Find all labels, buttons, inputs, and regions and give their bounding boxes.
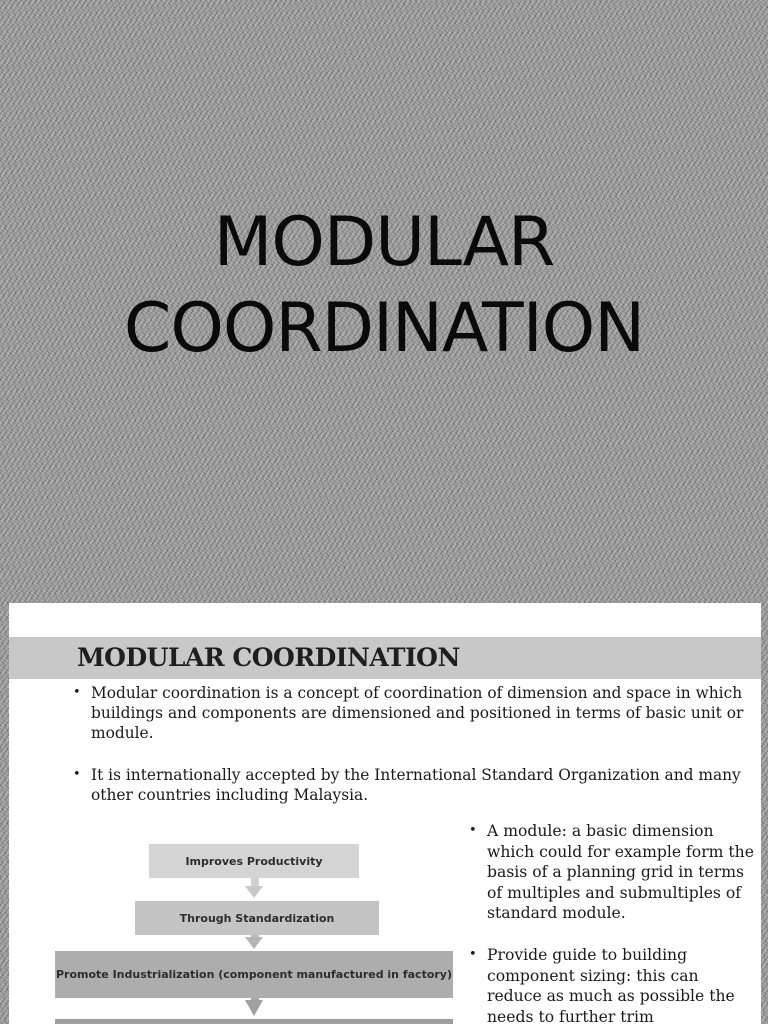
bullet-modular-definition <box>73 683 759 743</box>
bullet-module-definition <box>469 821 757 924</box>
bullet-dot: • <box>73 767 81 782</box>
flow-arrow-down-icon <box>245 937 263 949</box>
bullet-dot: • <box>73 685 81 700</box>
main-title-line2: COORDINATION <box>123 289 645 368</box>
main-title-line1: MODULAR <box>213 203 555 282</box>
flow-step-productivity: Improves Productivity <box>149 844 359 878</box>
bullet-text: Provide guide to building component sizing: this can reduce as much as possible the needs to further trim <box>487 946 735 1024</box>
slide-header-bar <box>9 637 761 679</box>
bullet-dot: • <box>469 823 477 838</box>
bullet-dot: • <box>469 947 477 962</box>
bullet-text: It is internationally accepted by the International Standard Organization and many other countries including Malaysia. <box>91 766 741 804</box>
main-title <box>0 200 768 372</box>
flow-step-next-partial <box>55 1019 453 1024</box>
flow-step-industrialization: Promote Industrialization (component manufactured in factory) <box>55 951 453 998</box>
flow-arrow-down-icon <box>245 1000 263 1016</box>
bullet-text: Modular coordination is a concept of coordination of dimension and space in which buildings and components are dimensioned and positioned in terms of basic unit or module. <box>91 684 744 742</box>
content-slide <box>9 603 761 1024</box>
slide-title: MODULAR COORDINATION <box>77 643 460 672</box>
flow-arrow-down-icon <box>245 886 263 898</box>
flow-step-standardization: Through Standardization <box>135 901 379 935</box>
bullet-component-sizing <box>469 945 757 1024</box>
bullet-international-acceptance <box>73 765 759 805</box>
bullet-text: A module: a basic dimension which could for example form the basis of a planning grid in terms of multiples and submultiples of standard module. <box>487 822 754 923</box>
